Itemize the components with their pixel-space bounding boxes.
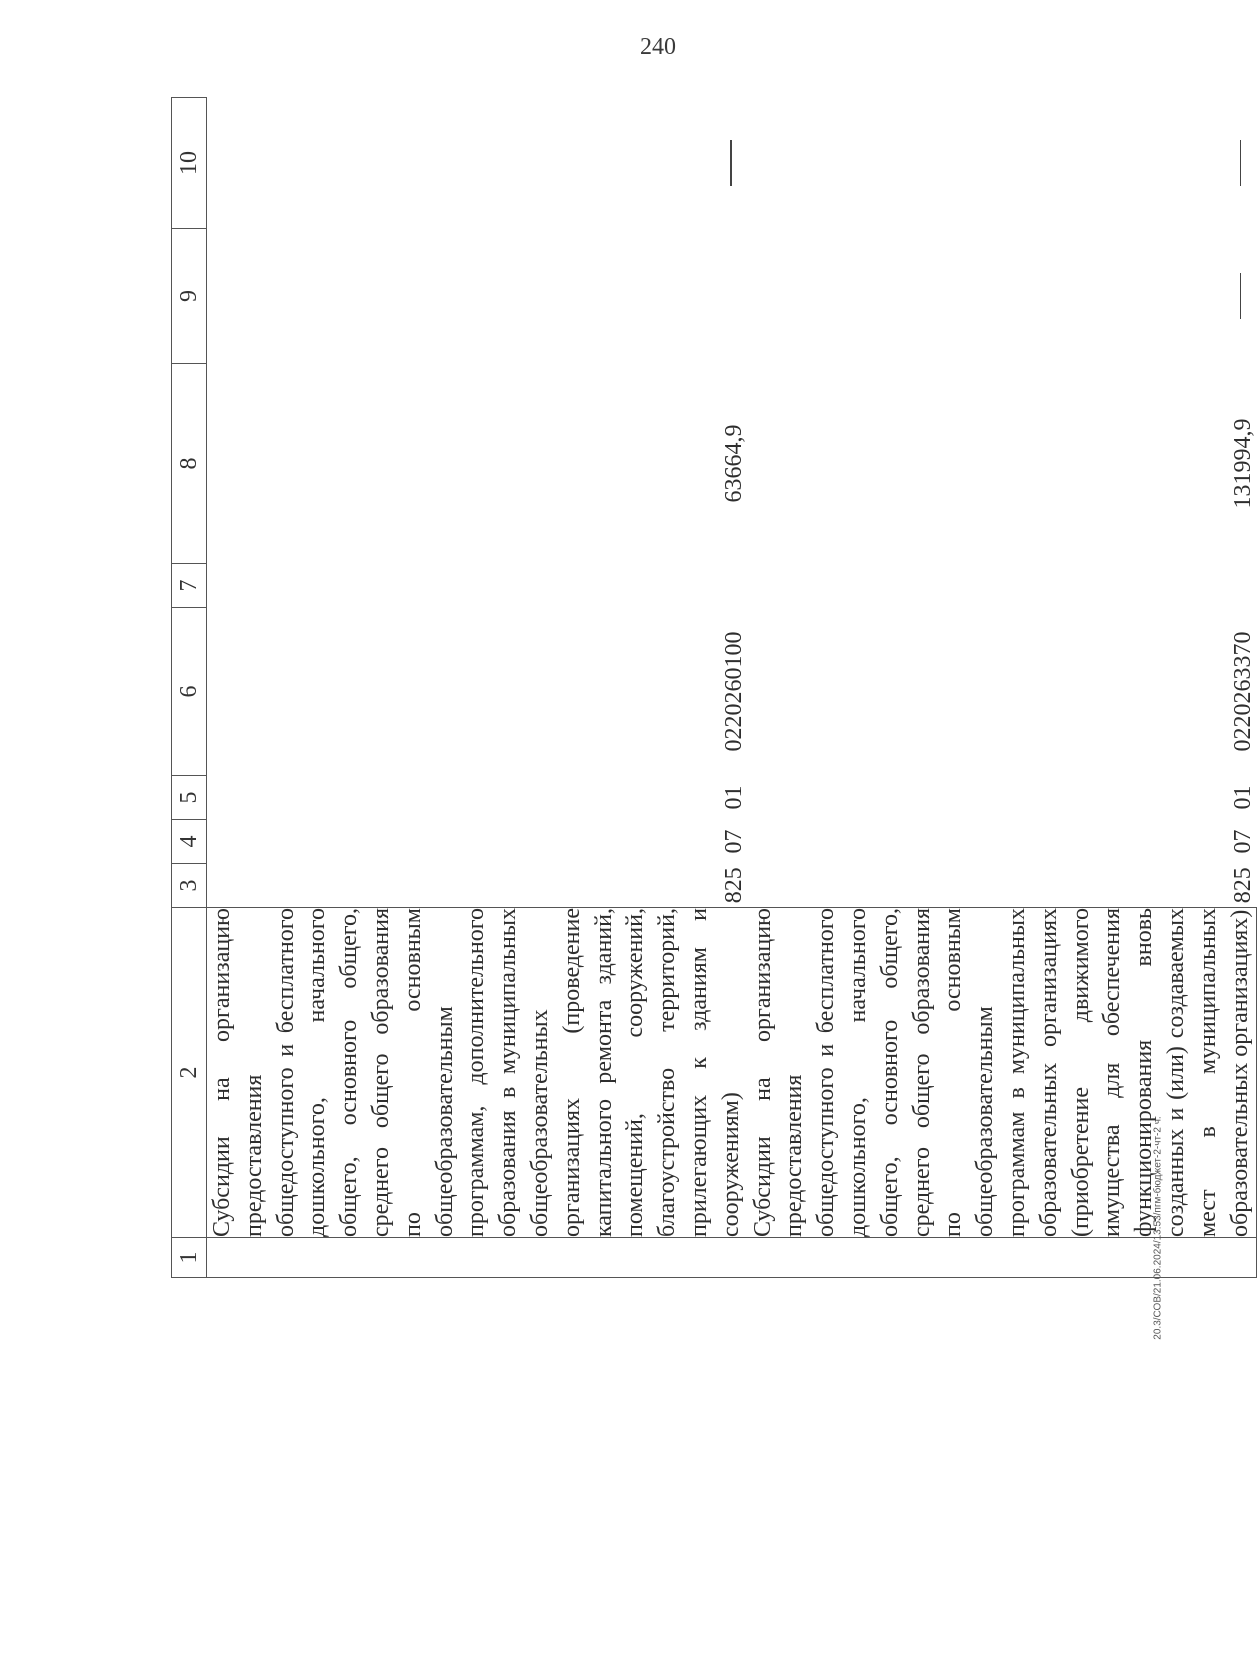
row-ved-code: 825 [720,867,747,904]
row-target-code: 0220263370 [1229,631,1256,752]
row-description: Субсидии на организацию предоставления общедоступного и бесплатного дошкольного, начального общего, основного общего, среднего общего образования по основным общеобразовательным программам в муниципальных образовательных организациях (приобретение движимого имущества для обеспечения функционирования вновь созданных и (или) создаваемых мест в муниципальных образовательных организациях) [748,908,1257,1238]
column-header: 2 [172,908,207,1238]
column-header: 9 [172,229,207,364]
row-expense-type [748,564,1257,608]
document-footer-code: 20.3/СОВ/21.06.2024/13:53/пгм-бюджет-2-чт-2 ч. [1152,1116,1164,1340]
row-col9 [748,229,1257,364]
page-number: 240 [640,34,676,60]
column-header: 7 [172,564,207,608]
row-section-code: 07 [720,829,747,854]
row-cell-empty [748,1238,1257,1278]
dash-mark [730,140,732,186]
row-cell-empty [207,1238,748,1278]
row-amount: 131994,9 [1229,418,1256,509]
column-header: 6 [172,608,207,776]
row-col9 [207,229,748,364]
dash-mark [1240,140,1242,186]
column-header: 8 [172,364,207,564]
dash-mark [1240,273,1242,319]
row-subsection-code: 01 [1229,785,1256,810]
column-number-row [172,98,207,1278]
row-target-code: 0220260100 [720,631,747,752]
table-row [748,98,1257,1278]
column-header: 10 [172,98,207,229]
column-header: 1 [172,1238,207,1278]
rotated-table-container [171,98,1256,1278]
table-row [207,98,748,1278]
row-col10 [207,98,748,229]
row-subsection-code: 01 [720,785,747,810]
row-amount: 63664,9 [720,424,747,503]
column-header: 3 [172,864,207,908]
budget-table [171,97,1257,1278]
column-header: 4 [172,820,207,864]
row-col10 [748,98,1257,229]
row-expense-type [207,564,748,608]
row-ved-code: 825 [1229,867,1256,904]
row-section-code: 07 [1229,829,1256,854]
row-description: Субсидии на организацию предоставления общедоступного и бесплатного дошкольного, начального общего, основного общего, среднего общего образования по основным общеобразовательным программам, дополнительного образования в муниципальных общеобразовательных организациях (проведение капитального ремонта зданий, помещений, сооружений, благоустройство территорий, прилегающих к зданиям и сооружениям) [207,908,748,1238]
column-header: 5 [172,776,207,820]
